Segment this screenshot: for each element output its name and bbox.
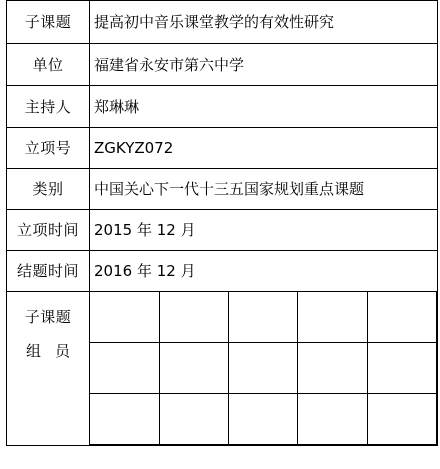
members-label-line2: 组员 (25, 342, 84, 360)
subproject-value: 提高初中音乐课堂教学的有效性研究 (90, 1, 438, 44)
member-cell[interactable] (159, 343, 228, 394)
members-grid (90, 292, 437, 445)
category-label: 类别 (7, 169, 90, 210)
members-grid-row (90, 394, 437, 445)
members-grid-row (90, 292, 437, 343)
member-cell[interactable] (90, 394, 159, 445)
project-number-label: 立项号 (7, 128, 90, 169)
host-label: 主持人 (7, 86, 90, 128)
members-label-line1: 子课题 (24, 308, 72, 326)
member-cell[interactable] (159, 394, 228, 445)
unit-label: 单位 (7, 44, 90, 86)
member-cell[interactable] (298, 343, 367, 394)
category-value: 中国关心下一代十三五国家规划重点课题 (90, 169, 438, 210)
project-info-form (6, 0, 438, 450)
members-label (7, 292, 90, 446)
member-cell[interactable] (90, 343, 159, 394)
row-end-time (7, 251, 438, 292)
unit-value: 福建省永安市第六中学 (90, 44, 438, 86)
project-number-value: ZGKYZ072 (90, 128, 438, 169)
member-cell[interactable] (90, 292, 159, 343)
end-time-value: 2016 年 12 月 (90, 251, 438, 292)
row-project-number (7, 128, 438, 169)
member-cell[interactable] (367, 343, 436, 394)
row-category (7, 169, 438, 210)
member-cell[interactable] (229, 343, 298, 394)
member-cell[interactable] (229, 394, 298, 445)
row-members (7, 292, 438, 446)
start-time-label: 立项时间 (7, 210, 90, 251)
subproject-label: 子课题 (7, 1, 90, 44)
member-cell[interactable] (298, 394, 367, 445)
member-cell[interactable] (367, 292, 436, 343)
host-value: 郑琳琳 (90, 86, 438, 128)
start-time-value: 2015 年 12 月 (90, 210, 438, 251)
end-time-label: 结题时间 (7, 251, 90, 292)
row-unit (7, 44, 438, 86)
row-host (7, 86, 438, 128)
row-start-time (7, 210, 438, 251)
members-grid-row (90, 343, 437, 394)
member-cell[interactable] (159, 292, 228, 343)
row-subproject (7, 1, 438, 44)
member-cell[interactable] (298, 292, 367, 343)
project-info-table (6, 0, 438, 446)
member-cell[interactable] (367, 394, 436, 445)
members-grid-container (90, 292, 438, 446)
member-cell[interactable] (229, 292, 298, 343)
